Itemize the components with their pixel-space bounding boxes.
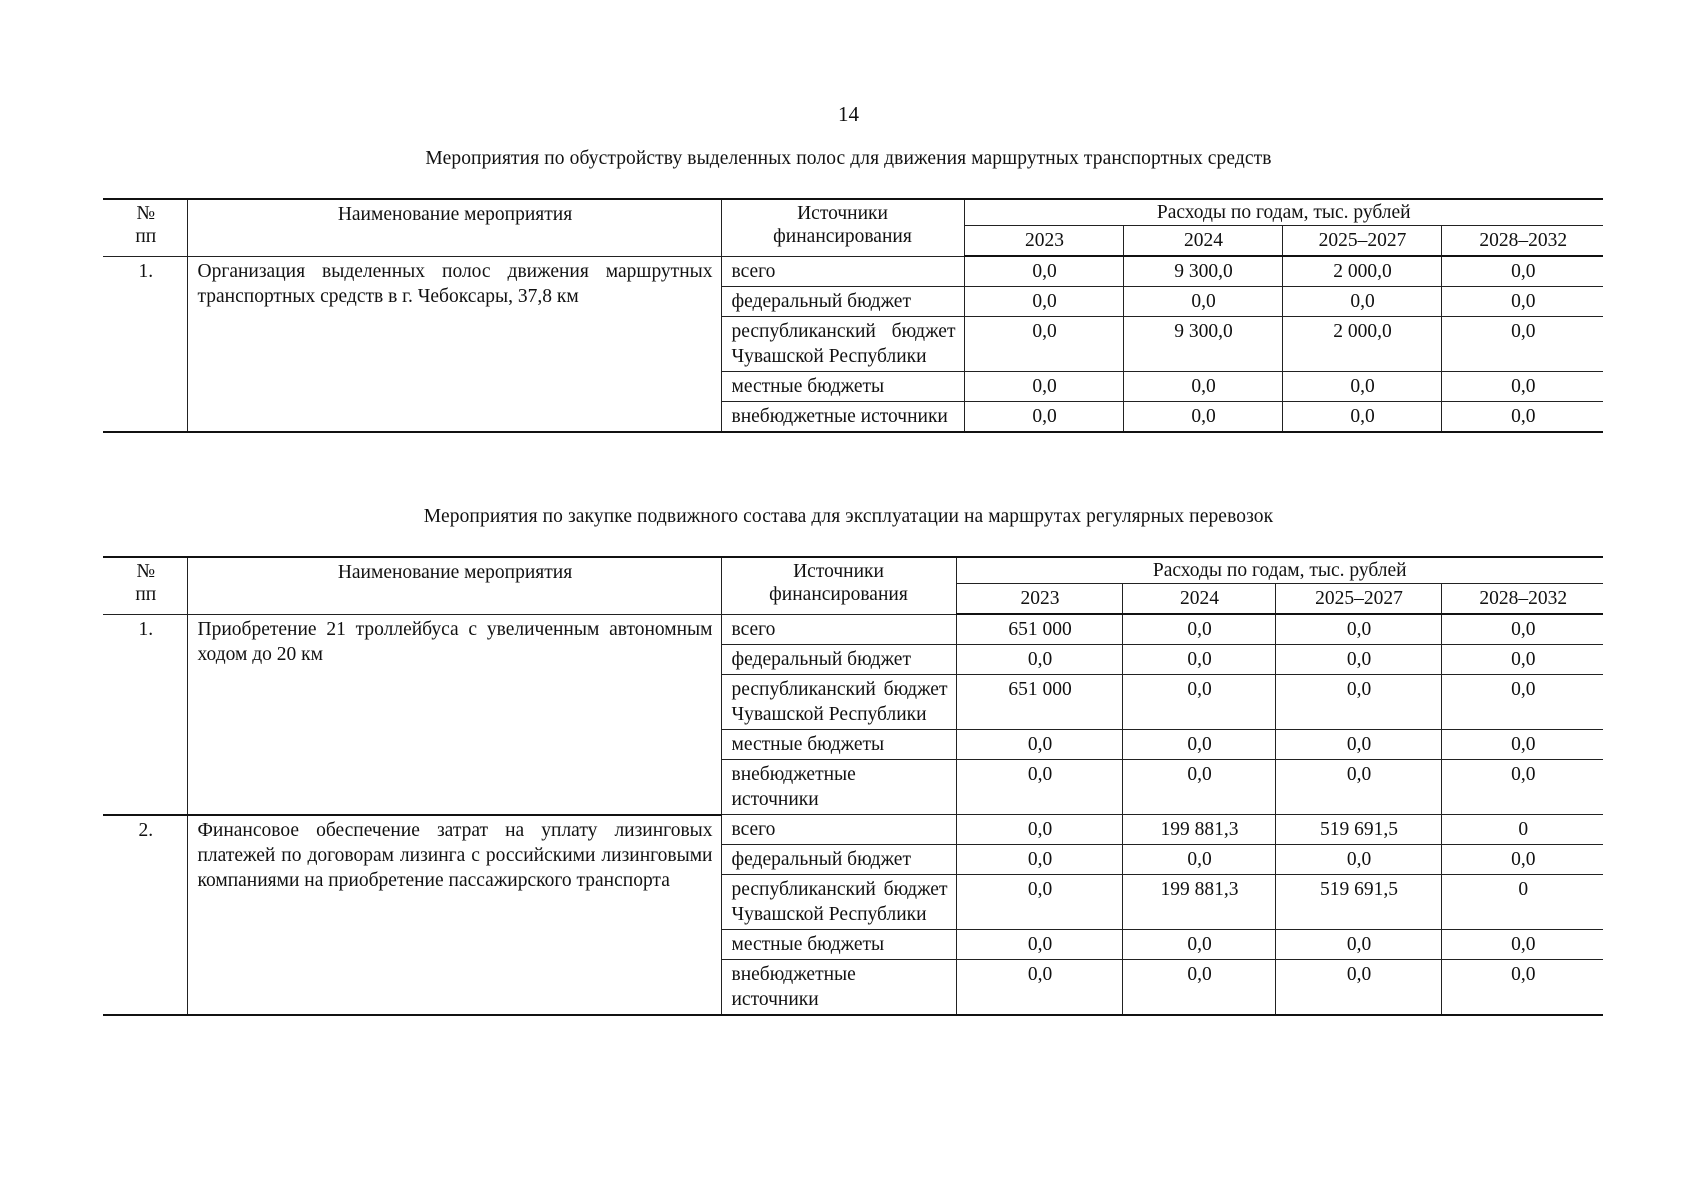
- expense-value: 519 691,5: [1275, 815, 1441, 845]
- expense-value: 0,0: [1275, 960, 1441, 1016]
- funding-source: внебюджетные источники: [721, 960, 956, 1016]
- header-row: [103, 557, 1603, 584]
- expense-value: 0,0: [1123, 372, 1282, 402]
- item-number: 2.: [103, 815, 187, 1016]
- expense-value: 0,0: [1441, 317, 1603, 372]
- expense-value: 0,0: [1122, 845, 1275, 875]
- funding-source: всего: [721, 614, 956, 645]
- expense-value: 0,0: [1122, 930, 1275, 960]
- expense-value: 0,0: [1441, 614, 1603, 645]
- expense-value: 0,0: [1123, 287, 1282, 317]
- expense-value: 2 000,0: [1282, 256, 1441, 287]
- expense-value: 0,0: [964, 256, 1123, 287]
- expense-value: 0,0: [1122, 614, 1275, 645]
- expense-value: 2 000,0: [1282, 317, 1441, 372]
- funding-source: местные бюджеты: [721, 730, 956, 760]
- expense-value: 0,0: [956, 645, 1122, 675]
- expense-value: 0,0: [1441, 402, 1603, 433]
- header-year: 2023: [964, 226, 1123, 257]
- table-row: [103, 256, 1603, 287]
- expense-value: 0,0: [1122, 960, 1275, 1016]
- expense-value: 0,0: [1441, 930, 1603, 960]
- funding-source: федеральный бюджет: [721, 645, 956, 675]
- expense-value: 0: [1441, 875, 1603, 930]
- expense-value: 0,0: [1275, 645, 1441, 675]
- expense-value: 0,0: [1122, 645, 1275, 675]
- expense-value: 0,0: [956, 930, 1122, 960]
- item-name: Организация выделенных полос движения маршрутных транспортных средств в г. Чебоксары, 37,8 км: [187, 256, 721, 432]
- expense-value: 0,0: [1441, 675, 1603, 730]
- header-sources: Источники финансирования: [721, 557, 956, 614]
- expense-value: 0,0: [1441, 287, 1603, 317]
- expense-value: 0,0: [964, 402, 1123, 433]
- item-number: 1.: [103, 614, 187, 815]
- header-name: Наименование мероприятия: [187, 199, 721, 256]
- expense-value: 9 300,0: [1123, 256, 1282, 287]
- expense-value: 0,0: [1441, 845, 1603, 875]
- header-year: 2024: [1123, 226, 1282, 257]
- expense-value: 0: [1441, 815, 1603, 845]
- expense-value: 0,0: [1282, 287, 1441, 317]
- expense-value: 0,0: [1441, 960, 1603, 1016]
- item-number: 1.: [103, 256, 187, 432]
- expense-value: 0,0: [1275, 614, 1441, 645]
- funding-source: местные бюджеты: [721, 930, 956, 960]
- expense-value: 0,0: [956, 845, 1122, 875]
- expense-value: 9 300,0: [1123, 317, 1282, 372]
- expense-value: 0,0: [1122, 760, 1275, 815]
- funding-source: республиканский бюджет Чувашской Республики: [721, 675, 956, 730]
- header-sources: Источники финансирования: [721, 199, 964, 256]
- expense-value: 0,0: [964, 287, 1123, 317]
- header-year: 2028–2032: [1441, 226, 1603, 257]
- expense-value: 199 881,3: [1122, 815, 1275, 845]
- funding-source: местные бюджеты: [721, 372, 964, 402]
- header-year: 2023: [956, 584, 1122, 615]
- funding-table-rolling-stock: [103, 556, 1603, 1016]
- funding-source: внебюджетные источники: [721, 760, 956, 815]
- expense-value: 0,0: [1441, 372, 1603, 402]
- section-title: Мероприятия по обустройству выделенных полос для движения маршрутных транспортных средств: [425, 148, 1272, 169]
- header-row: [103, 199, 1603, 226]
- expense-value: 0,0: [956, 960, 1122, 1016]
- funding-table-bus-lanes: [103, 198, 1603, 433]
- expense-value: 0,0: [1282, 372, 1441, 402]
- section-title: Мероприятия по закупке подвижного состава для эксплуатации на маршрутах регулярных перевозок: [423, 506, 1274, 527]
- funding-source: всего: [721, 256, 964, 287]
- expense-value: 0,0: [1275, 730, 1441, 760]
- funding-source: всего: [721, 815, 956, 845]
- expense-value: 0,0: [1275, 675, 1441, 730]
- header-expenses: Расходы по годам, тыс. рублей: [964, 199, 1603, 226]
- expense-value: 651 000: [956, 614, 1122, 645]
- header-year: 2025–2027: [1275, 584, 1441, 615]
- header-expenses: Расходы по годам, тыс. рублей: [956, 557, 1603, 584]
- header-num: № пп: [103, 199, 187, 256]
- expense-value: 519 691,5: [1275, 875, 1441, 930]
- expense-value: 651 000: [956, 675, 1122, 730]
- header-year: 2024: [1122, 584, 1275, 615]
- header-year: 2025–2027: [1282, 226, 1441, 257]
- item-name: Финансовое обеспечение затрат на уплату лизинговых платежей по договорам лизинга с российскими лизинговыми компаниями на приобретение пассажирского транспорта: [187, 815, 721, 1016]
- expense-value: 0,0: [1275, 760, 1441, 815]
- expense-value: 0,0: [956, 760, 1122, 815]
- header-year: 2028–2032: [1441, 584, 1603, 615]
- expense-value: 199 881,3: [1122, 875, 1275, 930]
- funding-source: республиканский бюджет Чувашской Республики: [721, 317, 964, 372]
- expense-value: 0,0: [1275, 930, 1441, 960]
- expense-value: 0,0: [1441, 760, 1603, 815]
- funding-source: федеральный бюджет: [721, 845, 956, 875]
- page-number: 14: [838, 102, 859, 126]
- expense-value: 0,0: [956, 730, 1122, 760]
- funding-source: внебюджетные источники: [721, 402, 964, 433]
- expense-value: 0,0: [1122, 675, 1275, 730]
- expense-value: 0,0: [1441, 645, 1603, 675]
- funding-source: республиканский бюджет Чувашской Республики: [721, 875, 956, 930]
- header-num: № пп: [103, 557, 187, 614]
- expense-value: 0,0: [1441, 730, 1603, 760]
- table-row: [103, 614, 1603, 645]
- expense-value: 0,0: [956, 815, 1122, 845]
- expense-value: 0,0: [964, 317, 1123, 372]
- expense-value: 0,0: [1122, 730, 1275, 760]
- funding-source: федеральный бюджет: [721, 287, 964, 317]
- expense-value: 0,0: [1441, 256, 1603, 287]
- item-name: Приобретение 21 троллейбуса с увеличенным автономным ходом до 20 км: [187, 614, 721, 815]
- expense-value: 0,0: [956, 875, 1122, 930]
- expense-value: 0,0: [1123, 402, 1282, 433]
- expense-value: 0,0: [1282, 402, 1441, 433]
- header-name: Наименование мероприятия: [187, 557, 721, 614]
- expense-value: 0,0: [1275, 845, 1441, 875]
- expense-value: 0,0: [964, 372, 1123, 402]
- table-row: [103, 815, 1603, 845]
